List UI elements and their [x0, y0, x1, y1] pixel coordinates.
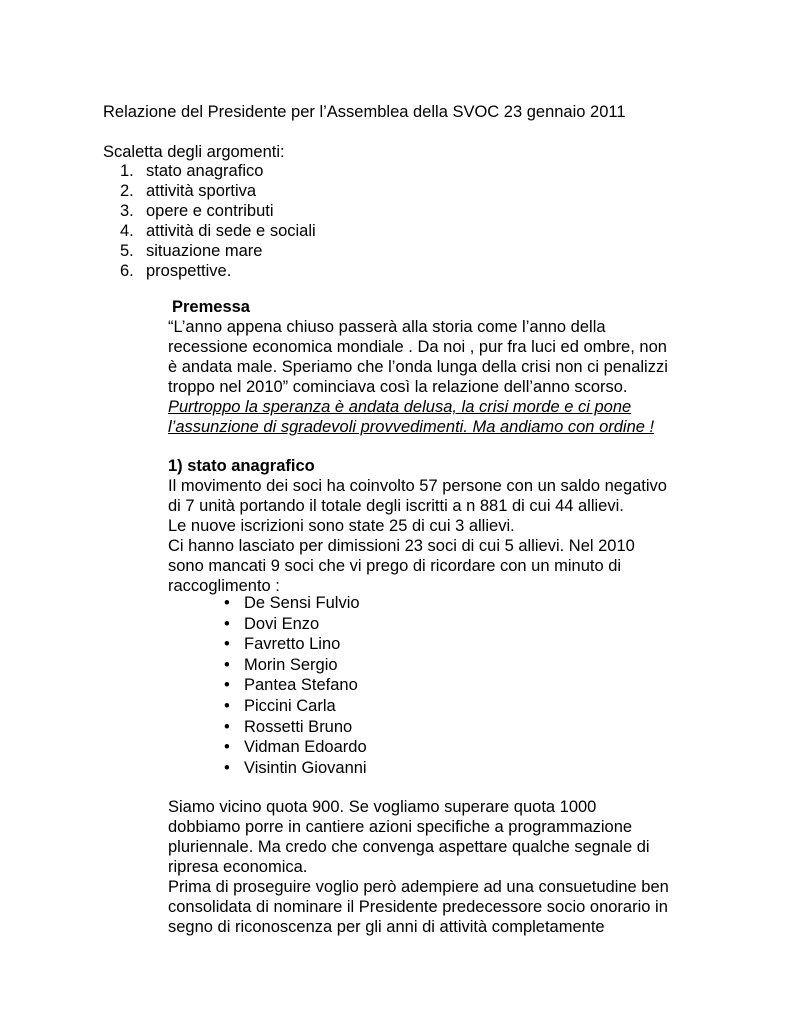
outline-item-number: 4.	[120, 222, 134, 240]
list-item	[224, 675, 367, 696]
bullet-icon: •	[224, 717, 230, 736]
section-heading: 1) stato anagrafico	[168, 457, 315, 475]
paragraph-line: Il movimento dei soci ha coinvolto 57 persone con un saldo negativo	[168, 477, 667, 495]
outline-item-number: 6.	[120, 262, 134, 280]
outline-item-label: attività sportiva	[146, 182, 257, 200]
paragraph-line: ripresa economica.	[168, 858, 308, 876]
deceased-members-list	[224, 593, 367, 778]
outline-item-number: 5.	[120, 242, 134, 260]
outline-item-label: stato anagrafico	[146, 162, 264, 180]
outline-item-label: situazione mare	[146, 242, 263, 260]
outline-item	[120, 261, 316, 281]
outline-item-label: opere e contributi	[146, 202, 274, 220]
list-item	[224, 737, 367, 758]
paragraph-line: pluriennale. Ma credo che convenga aspettare qualche segnale di	[168, 838, 650, 856]
outline-item	[120, 241, 316, 261]
paragraph-line: consolidata di nominare il Presidente predecessore socio onorario in	[168, 898, 668, 916]
premessa-heading: Premessa	[172, 298, 250, 316]
paragraph-line: raccoglimento :	[168, 577, 280, 595]
paragraph-line: Siamo vicino quota 900. Se vogliamo superare quota 1000	[168, 798, 597, 816]
member-name: De Sensi Fulvio	[244, 594, 360, 612]
emphasis-line: Purtroppo la speranza è andata delusa, la crisi morde e ci pone	[168, 398, 632, 416]
list-item	[224, 655, 367, 676]
paragraph-line: segno di riconoscenza per gli anni di attività completamente	[168, 918, 605, 936]
member-name: Visintin Giovanni	[244, 758, 367, 777]
bullet-icon: •	[224, 738, 230, 757]
member-name: Rossetti Bruno	[244, 717, 353, 736]
paragraph-line: sono mancati 9 soci che vi prego di ricordare con un minuto di	[168, 557, 622, 575]
bullet-icon: •	[224, 696, 230, 715]
bullet-icon: •	[224, 614, 230, 633]
bullet-icon: •	[224, 594, 230, 612]
paragraph-line: è andata male. Speriamo che l’onda lunga della crisi non ci penalizzi	[168, 358, 668, 376]
member-name: Piccini Carla	[244, 696, 336, 715]
outline-item	[120, 161, 316, 181]
bullet-icon: •	[224, 635, 230, 654]
outline-item-number: 3.	[120, 202, 134, 220]
bullet-icon: •	[224, 758, 230, 777]
stato-anagrafico-section	[168, 456, 667, 596]
outline-item	[120, 221, 316, 241]
list-item	[224, 696, 367, 717]
outline-item-label: prospettive.	[146, 262, 232, 280]
outline-item	[120, 201, 316, 221]
document-title: Relazione del Presidente per l’Assemblea della SVOC 23 gennaio 2011	[103, 103, 626, 121]
paragraph-line: troppo nel 2010” cominciava così la relazione dell’anno scorso.	[168, 378, 628, 396]
bullet-icon: •	[224, 676, 230, 695]
outline-item-number: 2.	[120, 182, 134, 200]
member-name: Dovi Enzo	[244, 614, 320, 633]
outline-list	[120, 161, 316, 281]
premessa-section	[168, 297, 668, 437]
list-item	[224, 593, 367, 614]
member-name: Morin Sergio	[244, 655, 338, 674]
list-item	[224, 717, 367, 738]
list-item	[224, 614, 367, 635]
bullet-icon: •	[224, 655, 230, 674]
paragraph-line: recessione economica mondiale . Da noi , pur fra luci ed ombre, non	[168, 338, 667, 356]
paragraph-line: “L’anno appena chiuso passerà alla storia come l’anno della	[168, 318, 606, 336]
outline-item-number: 1.	[120, 162, 134, 180]
outline-item-label: attività di sede e sociali	[146, 222, 316, 240]
paragraph-line: Ci hanno lasciato per dimissioni 23 soci di cui 5 allievi. Nel 2010	[168, 537, 635, 555]
list-item	[224, 634, 367, 655]
paragraph-line: Le nuove iscrizioni sono state 25 di cui 3 allievi.	[168, 517, 515, 535]
outline-item	[120, 181, 316, 201]
emphasis-line: l’assunzione di sgradevoli provvedimenti. Ma andiamo con ordine !	[168, 418, 655, 436]
member-name: Pantea Stefano	[244, 676, 358, 695]
paragraph-line: dobbiamo porre in cantiere azioni specifiche a programmazione	[168, 818, 633, 836]
paragraph-line: Prima di proseguire voglio però adempiere ad una consuetudine ben	[168, 878, 669, 896]
list-item	[224, 758, 367, 779]
paragraph-line: di 7 unità portando il totale degli iscritti a n 881 di cui 44 allievi.	[168, 497, 624, 515]
member-name: Vidman Edoardo	[244, 738, 367, 757]
closing-section	[168, 797, 669, 937]
outline-heading: Scaletta degli argomenti:	[103, 143, 285, 161]
member-name: Favretto Lino	[244, 635, 341, 654]
